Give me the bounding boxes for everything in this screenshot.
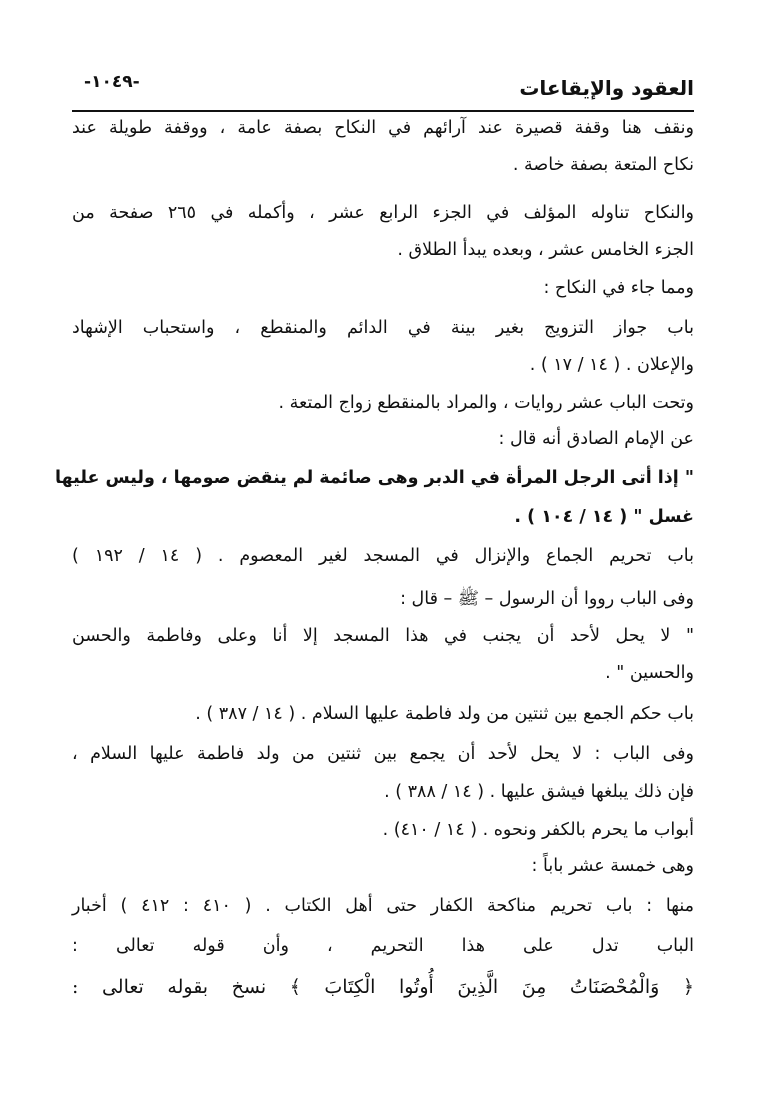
text-line: " لا يحل لأحد أن يجنب في هذا المسجد إلا أنا وعلى وفاطمة والحسن	[72, 626, 694, 646]
text-line: وفى الباب رووا أن الرسول – ﷺ – قال :	[400, 589, 694, 609]
text-line: أبواب ما يحرم بالكفر ونحوه . ( ١٤ / ٤١٠) .	[382, 820, 694, 840]
text-line: ومما جاء في النكاح :	[543, 278, 694, 298]
text-line: والنكاح تناوله المؤلف في الجزء الرابع عشر ، وأكمله في ٢٦٥ صفحة من	[72, 203, 695, 223]
page-number: -١٠٤٩-	[84, 72, 140, 92]
text-line: عن الإمام الصادق أنه قال :	[498, 429, 694, 449]
text-line: نكاح المتعة بصفة خاصة .	[512, 155, 694, 175]
hadith-quote-line: غسل " ( ١٤ / ١٠٤ ) .	[514, 507, 694, 527]
text-line: الجزء الخامس عشر ، وبعده يبدأ الطلاق .	[397, 240, 694, 260]
text-line: وتحت الباب عشر روايات ، والمراد بالمنقطع زواج المتعة .	[278, 393, 694, 413]
hadith-quote-line: " إذا أتى الرجل المرأة في الدبر وهى صائمة لم ينقض صومها ، وليس عليها	[55, 468, 694, 488]
page-header	[72, 72, 694, 106]
text-line: فإن ذلك يبلغها فيشق عليها . ( ١٤ / ٣٨٨ ) .	[384, 782, 694, 802]
text-line: الباب تدل على هذا التحريم ، وأن قوله تعالى :	[72, 936, 694, 956]
text-line: باب تحريم الجماع والإنزال في المسجد لغير المعصوم . ( ١٤ / ١٩٢ )	[72, 546, 695, 566]
text-line: منها : باب تحريم مناكحة الكفار حتى أهل الكتاب . ( ٤١٠ : ٤١٢ ) أخبار	[72, 896, 694, 916]
text-line: باب جواز التزويج بغير بينة في الدائم والمنقطع ، واستحباب الإشهاد	[72, 318, 694, 338]
header-rule	[72, 110, 694, 112]
running-title: العقود والإيقاعات	[519, 76, 694, 100]
text-line: والحسين " .	[605, 663, 694, 683]
text-line: ونقف هنا وقفة قصيرة عند آرائهم في النكاح بصفة عامة ، ووقفة طويلة عند	[72, 118, 694, 138]
text-line: باب حكم الجمع بين ثنتين من ولد فاطمة عليها السلام . ( ١٤ / ٣٨٧ ) .	[195, 704, 694, 724]
text-line: والإعلان . ( ١٤ / ١٧ ) .	[529, 355, 694, 375]
text-line: وفى الباب : لا يحل لأحد أن يجمع بين ثنتين من ولد فاطمة عليها السلام ،	[72, 744, 694, 764]
quran-verse-line: ﴿ وَالْمُحْصَنَاتُ مِنَ الَّذِينَ أُوتُوا الْكِتَابَ ﴾ نسخ بقوله تعالى :	[72, 976, 694, 998]
text-line: وهى خمسة عشر باباً :	[531, 856, 694, 876]
